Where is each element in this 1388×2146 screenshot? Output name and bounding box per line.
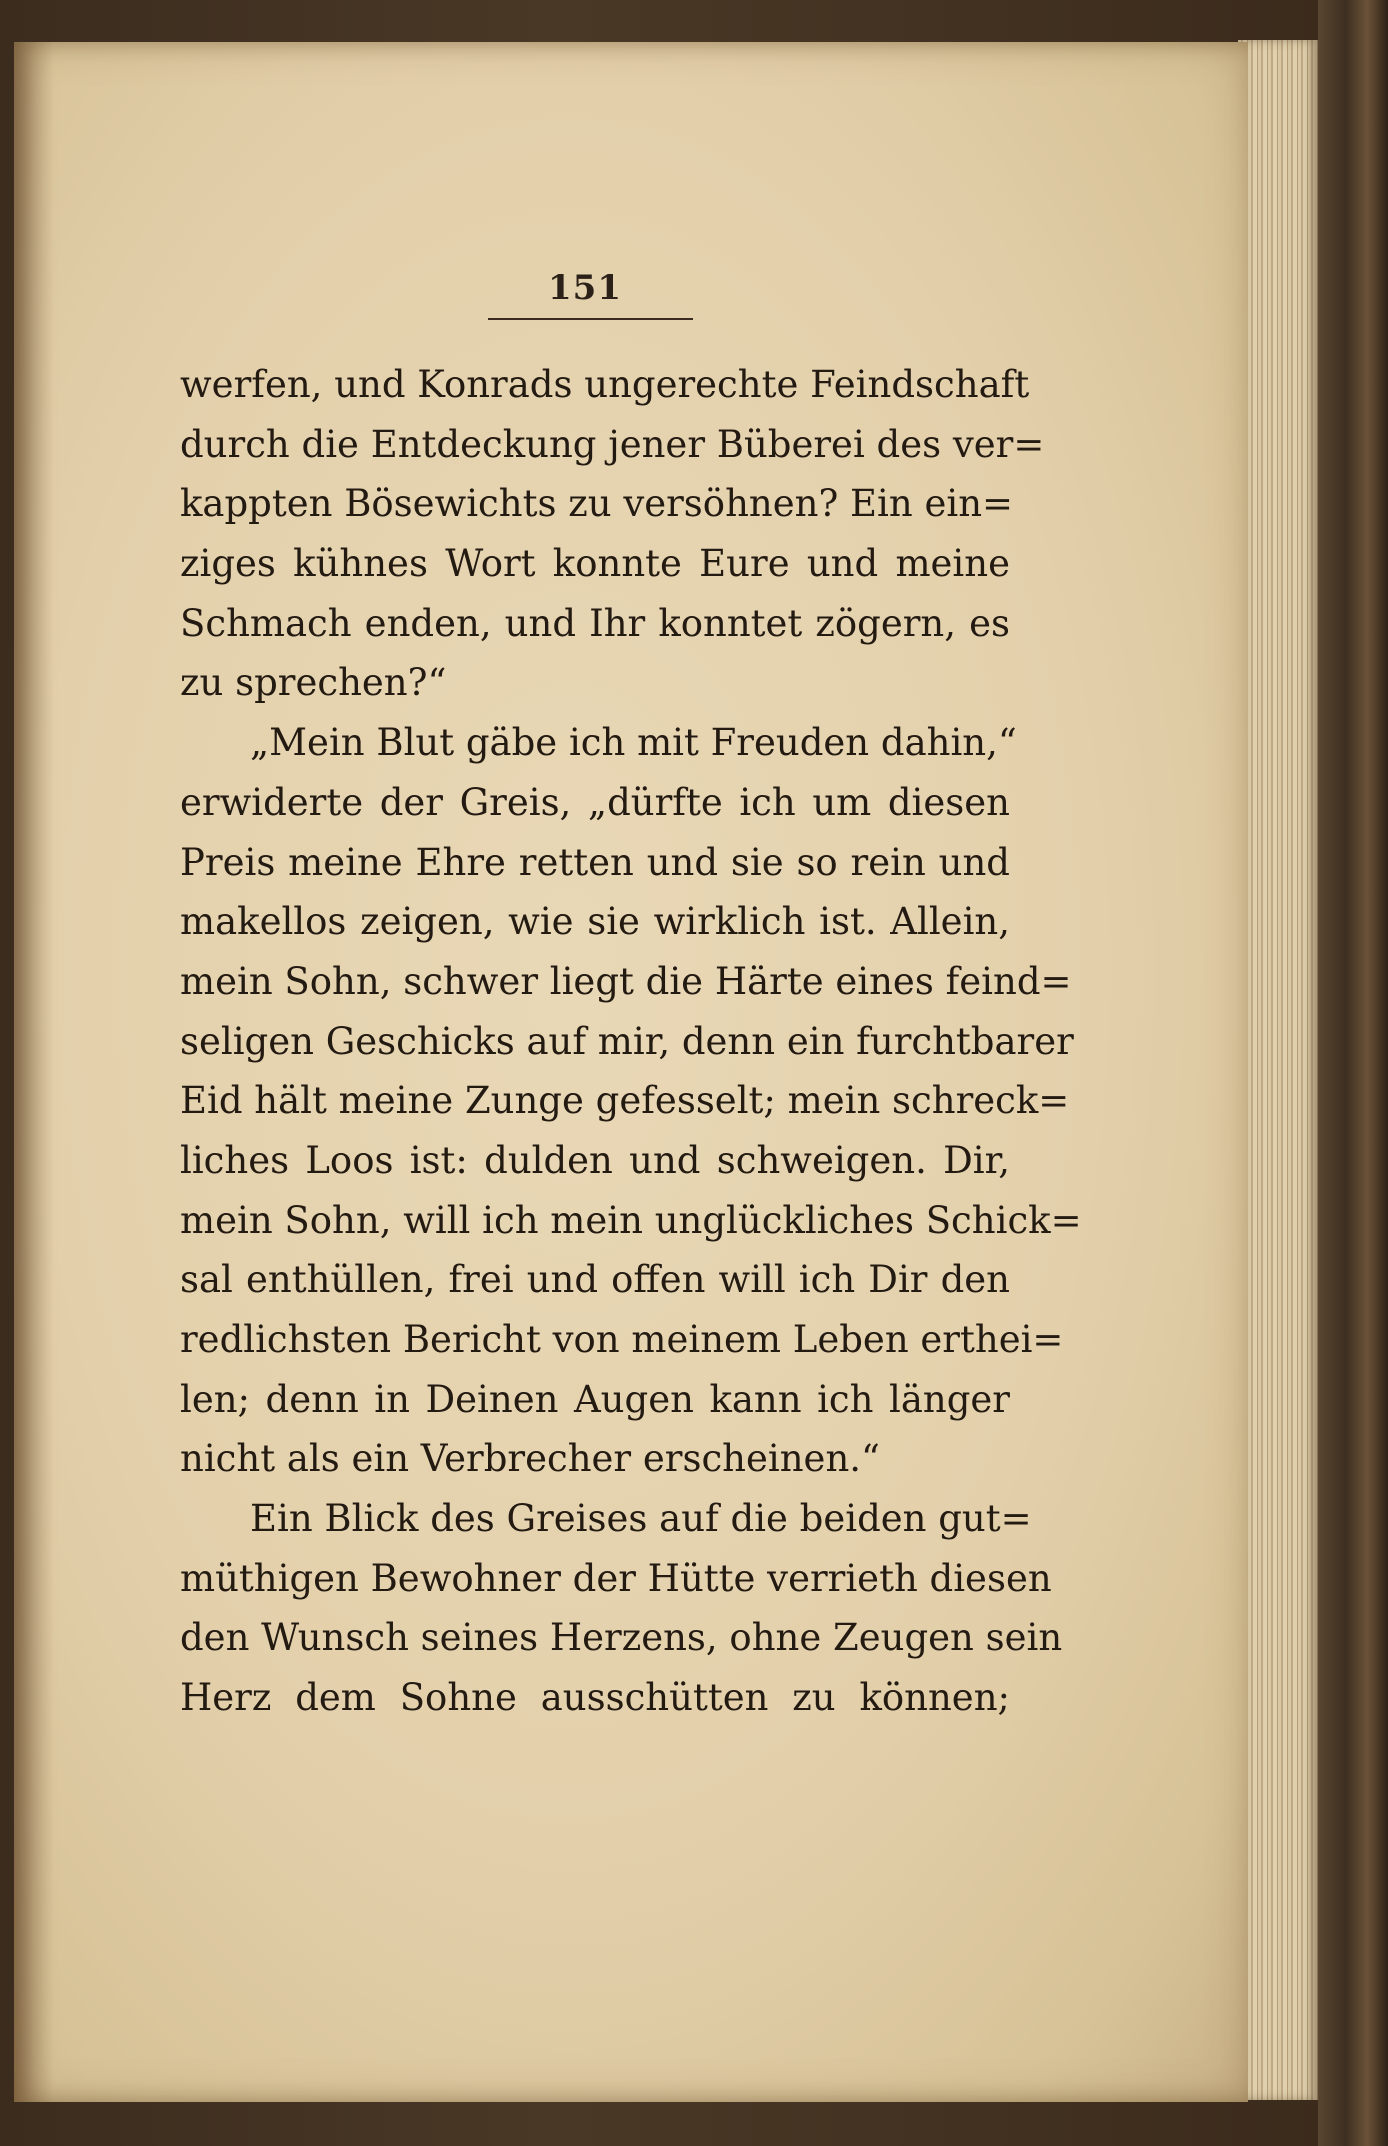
text-line: Eid hält meine Zunge gefesselt; mein schreck=: [180, 1079, 1070, 1123]
page-stack-edges: [1238, 40, 1318, 2100]
text-line: müthigen Bewohner der Hütte verrieth diesen: [180, 1556, 1052, 1600]
text-line: makellos zeigen, wie sie wirklich ist. Allein,: [180, 900, 1010, 944]
text-line: sal enthüllen, frei und offen will ich Dir den: [180, 1258, 1010, 1302]
text-line: Herz dem Sohne ausschütten zu können;: [180, 1676, 1010, 1720]
text-line: „Mein Blut gäbe ich mit Freuden dahin,“: [250, 721, 1017, 765]
text-line: den Wunsch seines Herzens, ohne Zeugen sein: [180, 1616, 1063, 1660]
text-line: Schmach enden, und Ihr konntet zögern, es: [180, 601, 1010, 645]
header-rule: [488, 318, 693, 320]
text-line: liches Loos ist: dulden und schweigen. Dir,: [180, 1138, 1010, 1182]
body-text: [180, 355, 1082, 1728]
text-line: zu sprechen?“: [180, 661, 447, 705]
text-line: Preis meine Ehre retten und sie so rein und: [180, 840, 1010, 884]
text-line: Ein Blick des Greises auf die beiden gut=: [250, 1497, 1032, 1541]
book-cover-edge: [1318, 0, 1388, 2146]
text-line: len; denn in Deinen Augen kann ich länger: [180, 1377, 1010, 1421]
page-number: 151: [548, 268, 622, 308]
text-line: nicht als ein Verbrecher erscheinen.“: [180, 1437, 880, 1481]
text-line: erwiderte der Greis, „dürfte ich um diesen: [180, 780, 1010, 824]
text-line: durch die Entdeckung jener Büberei des ver=: [180, 422, 1045, 466]
text-line: redlichsten Bericht von meinem Leben erthei=: [180, 1318, 1064, 1361]
text-line: mein Sohn, will ich mein unglückliches Schick=: [180, 1198, 1082, 1242]
text-line: seligen Geschicks auf mir, denn ein furchtbarer: [180, 1019, 1074, 1063]
text-line: mein Sohn, schwer liegt die Härte eines feind=: [180, 959, 1072, 1003]
text-line: werfen, und Konrads ungerechte Feindschaft: [180, 363, 1030, 406]
text-line: ziges kühnes Wort konnte Eure und meine: [180, 542, 1010, 586]
text-line: kappten Bösewichts zu versöhnen? Ein ein=: [180, 482, 1014, 526]
gutter-shadow: [14, 42, 54, 2102]
